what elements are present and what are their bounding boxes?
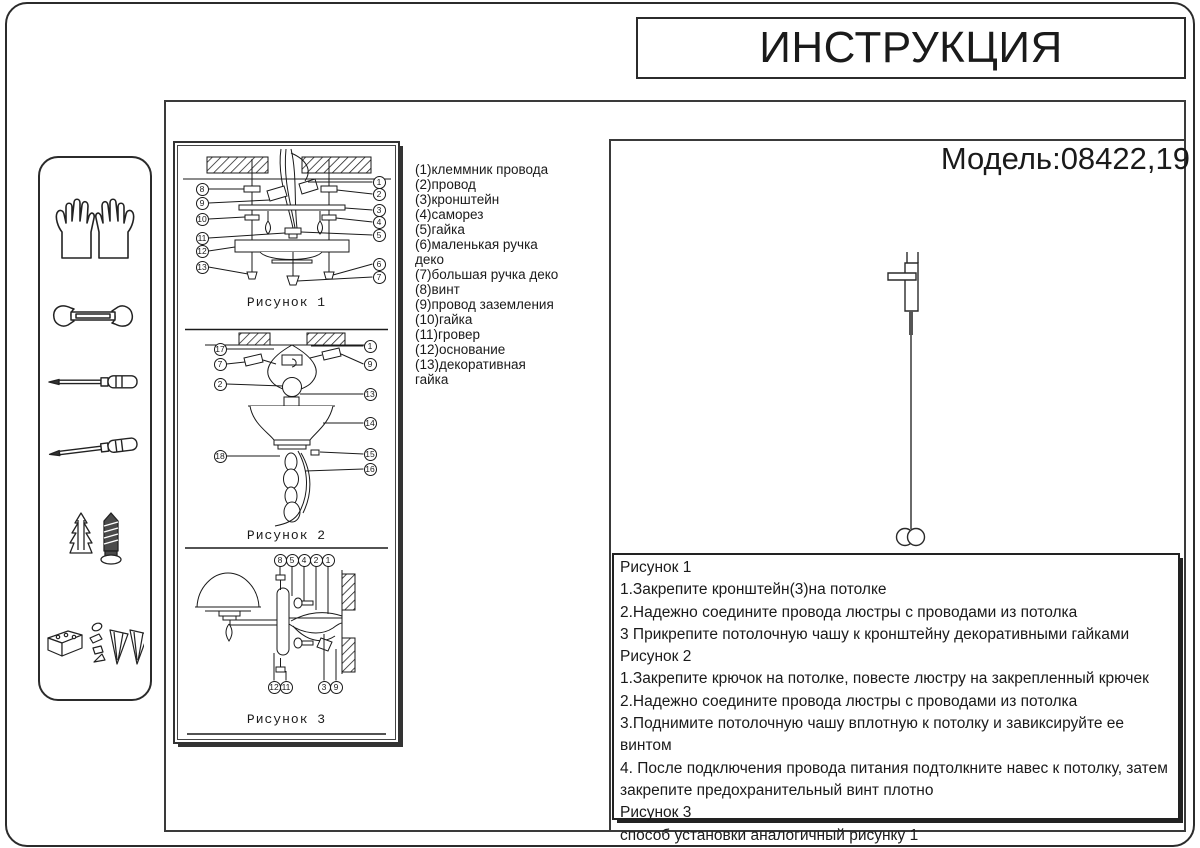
instruction-step: способ установки аналогичный рисунку 1 <box>620 826 919 844</box>
second-screwdriver-icon <box>47 430 139 464</box>
instruction-figure-heading: Рисунок 3 <box>620 804 692 822</box>
parts-list-line: (6)маленькая ручка <box>415 237 538 252</box>
callout-number: 8 <box>274 554 287 567</box>
instruction-step: 3 Прикрепите потолочную чашу к кронштейну декоративными гайками <box>620 625 1130 643</box>
callout-number: 5 <box>286 554 299 567</box>
instruction-step: 4. После подключения провода питания подтолкните навес к потолку, затем закрепите предохранительный винт плотно <box>620 759 1168 799</box>
parts-list-line: (8)винт <box>415 282 460 297</box>
instruction-step: 1.Закрепите крючок на потолке, повесте люстру на закрепленный крючек <box>620 670 1149 688</box>
callout-number: 2 <box>310 554 323 567</box>
figure-2 <box>175 331 398 550</box>
pendant-lamp-sketch <box>848 246 982 558</box>
callout-number: 15 <box>365 448 375 459</box>
parts-list-line: (11)гровер <box>415 327 480 342</box>
figure-3 <box>175 550 398 742</box>
callout-number: 1 <box>364 340 377 353</box>
parts-list-line: (7)большая ручка деко <box>415 267 559 282</box>
parts-list-line: (12)основание <box>415 342 506 357</box>
callout-number: 2 <box>214 378 227 391</box>
callout-number: 18 <box>215 450 225 461</box>
callout-number: 9 <box>364 358 377 371</box>
callout-number: 6 <box>373 258 386 271</box>
parts-list-line: (10)гайка <box>415 312 473 327</box>
figure-1-caption: Рисунок 1 <box>246 295 327 310</box>
callout-number: 2 <box>373 188 386 201</box>
figure-2-caption: Рисунок 2 <box>246 528 327 543</box>
callout-number: 12 <box>197 245 207 256</box>
instruction-step: 1.Закрепите кронштейн(3)на потолке <box>620 581 887 599</box>
installation-instructions <box>612 553 1180 844</box>
callout-number: 3 <box>318 681 331 694</box>
title-box <box>636 17 1186 79</box>
parts-list-line: (3)кронштейн <box>415 192 500 207</box>
callout-number: 13 <box>365 388 375 399</box>
callout-number: 1 <box>373 176 386 189</box>
callout-number: 12 <box>269 681 279 692</box>
callout-number: 7 <box>373 271 386 284</box>
flat-screwdriver-icon <box>47 374 139 390</box>
wall-anchor-and-screw-icon <box>65 510 123 566</box>
page-title: ИНСТРУКЦИЯ <box>759 23 1063 72</box>
callout-number: 13 <box>197 261 207 272</box>
callout-number: 4 <box>298 554 311 567</box>
callout-number: 11 <box>196 232 209 245</box>
parts-list-line: (1)клеммник провода <box>415 162 549 177</box>
instruction-figure-heading: Рисунок 2 <box>620 648 692 666</box>
callout-number: 16 <box>365 463 375 474</box>
callout-number: 14 <box>365 417 375 428</box>
callout-number: 17 <box>215 343 225 354</box>
callout-number: 5 <box>373 229 386 242</box>
parts-list-line: (5)гайка <box>415 222 465 237</box>
small-fasteners-icon <box>44 618 144 670</box>
instruction-step: 2.Надежно соедините провода люстры с проводами из потолка <box>620 692 1078 710</box>
callout-number: 4 <box>373 216 386 229</box>
parts-list-line: (2)провод <box>415 177 476 192</box>
figure-1 <box>175 143 398 331</box>
instruction-step: 3.Поднимите потолочную чашу вплотную к потолку и завиксируйте ее винтом <box>620 715 1125 755</box>
parts-list-line: деко <box>415 252 444 267</box>
parts-list-line: (4)саморез <box>415 207 484 222</box>
instruction-figure-heading: Рисунок 1 <box>620 559 692 576</box>
model-number: Модель:08422,19 <box>940 141 1190 176</box>
callout-number: 8 <box>196 183 209 196</box>
callout-number: 3 <box>373 204 386 217</box>
parts-list-line: (13)декоративная <box>415 357 526 372</box>
instruction-step: 2.Надежно соедините провода люстры с проводами из потолка <box>620 603 1078 621</box>
wrench-icon <box>51 300 135 332</box>
callout-number: 7 <box>214 358 227 371</box>
parts-list-line: гайка <box>415 372 449 387</box>
callout-number: 9 <box>330 681 343 694</box>
callout-number: 10 <box>197 213 207 224</box>
figures-panel <box>173 141 400 744</box>
figure-3-caption: Рисунок 3 <box>246 712 327 727</box>
callout-number: 11 <box>280 681 293 694</box>
callout-number: 1 <box>322 554 335 567</box>
gloves-icon <box>53 188 137 268</box>
parts-list <box>415 162 610 387</box>
callout-number: 9 <box>196 197 209 210</box>
tools-sidebar <box>38 156 152 701</box>
parts-list-line: (9)провод заземления <box>415 297 554 312</box>
